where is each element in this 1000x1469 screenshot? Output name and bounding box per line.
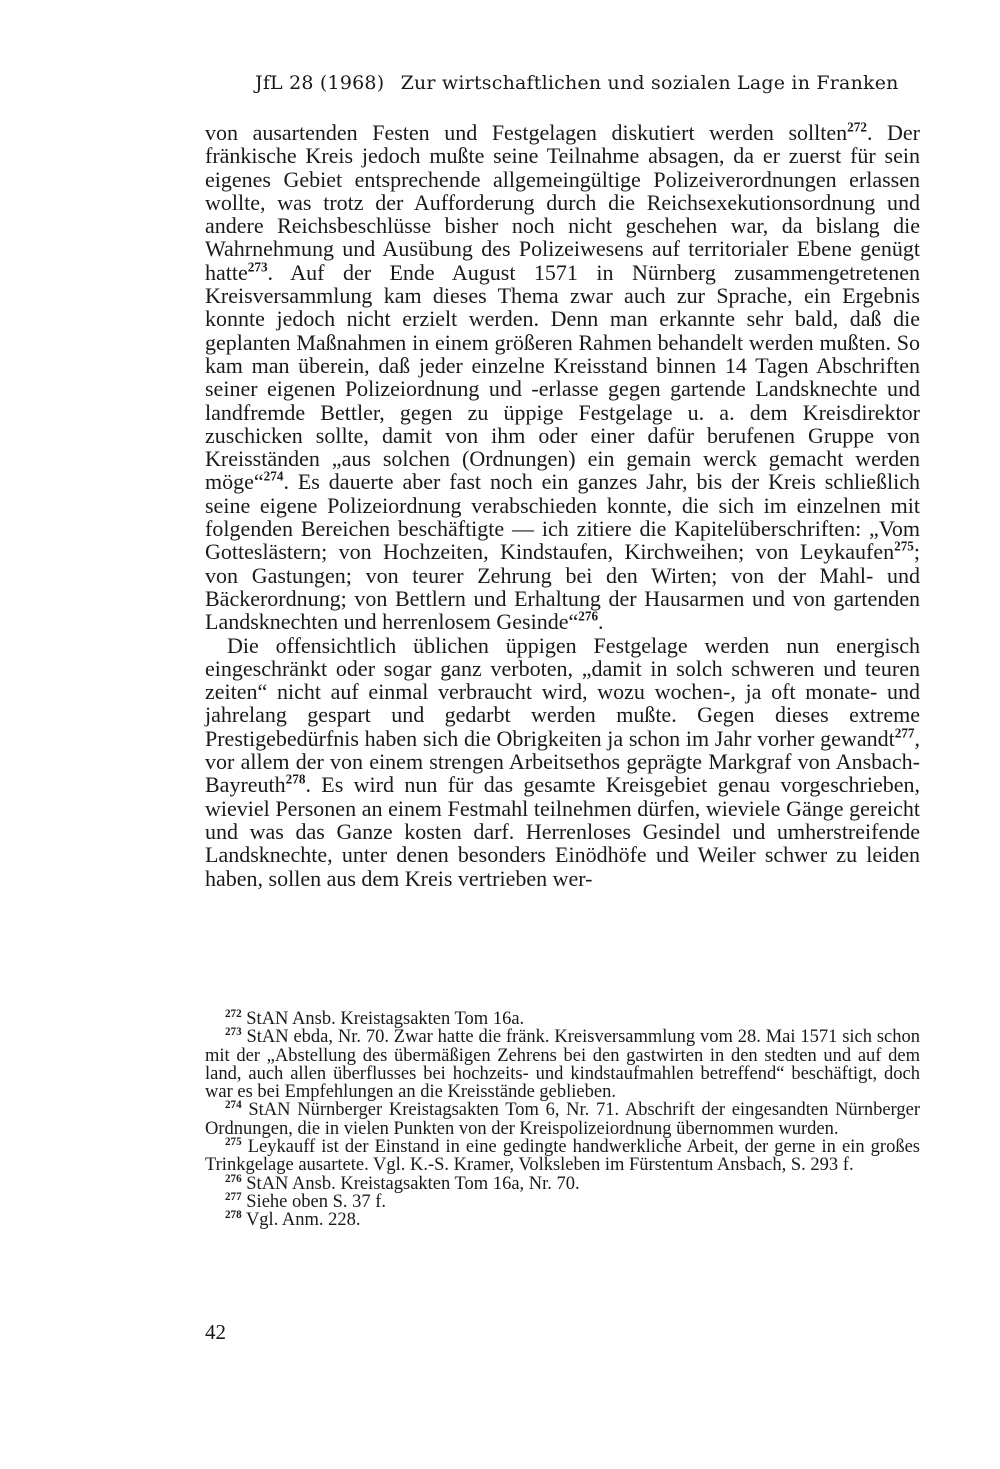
footnote: [205, 1028, 920, 1101]
footnote-text: StAN Nürnberger Kreistagsakten Tom 6, Nr. 71. Abschrift der eingesandten Nürnberger Ordnungen, die in vielen Punkten von der Kreispolizeiordnung übernommen wurden.: [205, 1100, 921, 1139]
footnote-number: 274: [225, 1099, 242, 1112]
text-run: . Es dauerte aber fast noch ein ganzes Jahr, bis der Kreis schließlich seine eigene Polizeiordnung verabschieden konnte, die sich im einzelnen mit folgenden Bereichen beschäftigte — ich zitiere die Kapitelüberschriften: „Vom Gotteslästern; von Hochzeiten, Kindstaufen, Kirchweihen; von Leykaufen: [205, 469, 920, 565]
text-run: von ausartenden Festen und Festgelagen diskutiert werden sollten: [205, 120, 848, 145]
footnote-ref: 277: [894, 725, 915, 741]
footnote-number: 272: [225, 1007, 242, 1020]
footnote: [205, 1007, 920, 1029]
footnote-ref: 273: [247, 259, 268, 275]
paragraph-2: [205, 634, 920, 890]
text-run: , vor allem der von einem strengen Arbeitsethos geprägte Markgraf von Ansbach-Bayreuth: [205, 725, 920, 798]
footnote-text: StAN Ansb. Kreistagsakten Tom 16a.: [246, 1009, 525, 1029]
text-run: ; von Gastungen; von teurer Zehrung bei den Wirten; von der Mahl- und Bäckerordnung; von Bettlern und Erhaltung der Hausarmen und von gartenden Landsknechten und herrenlosem Gesinde“: [205, 539, 920, 635]
footnote-text: StAN Ansb. Kreistagsakten Tom 16a, Nr. 70.: [246, 1173, 580, 1194]
text-run: . Es wird nun für das gesamte Kreisgebiet genau vorgeschrieben, wieviel Personen an einem Festmahl teilnehmen dürfen, wieviele Gänge gereicht und was das Ganze kosten darf. Herrenloses Gesindel und umherstreifende Landsknechte, unter denen besonders Einödhöfe und Weiler schwer zu leiden haben, sollen aus dem Kreis vertrieben wer-: [205, 772, 920, 891]
journal-reference: JfL 28 (1968): [255, 72, 385, 94]
footnotes: [205, 1007, 921, 1231]
footnote: [205, 1135, 920, 1176]
footnote-text: Siehe oben S. 37 f.: [246, 1191, 387, 1212]
running-title: Zur wirtschaftlichen und sozialen Lage in Franken: [400, 72, 899, 94]
footnote-text: StAN ebda, Nr. 70. Zwar hatte die fränk. Kreisversammlung vom 28. Mai 1571 sich schon mit der „Abstellung des übermäßigen Zehrens bei den gastwirten in den stedten und auf dem land, auch allen überflusses bei hochzeits- und kindstaufmahlen betreffend“ beschäftigt, doch war es bei Empfehlungen an die Kreisstände geblieben.: [205, 1027, 920, 1103]
footnote: [205, 1211, 920, 1229]
text-run: Die offensichtlich üblichen üppigen Festgelage werden nun energisch eingeschränkt oder sogar ganz verboten, „damit in solch schweren und teuren zeiten“ nicht auf einmal verbraucht wird, wozu wochen-, ja oft monate- und jahrelang gespart und gedarbt werden mußte. Gegen dieses extreme Prestigebedürfnis haben sich die Obrigkeiten ja schon im Jahr vorher gewandt: [205, 632, 920, 751]
footnote-text: Vgl. Anm. 228.: [245, 1210, 361, 1231]
footnote-ref: 274: [263, 469, 284, 485]
footnote-text: Leykauff ist der Einstand in eine gedingte handwerkliche Arbeit, der gerne in ein großes Trinkgelage ausartete. Vgl. K.-S. Kramer, Volksleben im Fürstentum Ansbach, S. 293 f.: [205, 1137, 920, 1176]
footnote: [205, 1190, 920, 1212]
footnote-ref: 272: [847, 119, 867, 135]
text-run: .: [598, 609, 604, 635]
page-number: 42: [205, 1320, 226, 1344]
running-head: [255, 70, 899, 96]
footnote-number: 278: [225, 1209, 242, 1222]
text-run: . Auf der Ende August 1571 in Nürnberg zusammengetretenen Kreisversammlung kam dieses Thema zwar auch zur Sprache, ein Ergebnis konnte jedoch nicht erzielt werden. Denn man erkannte sehr bald, daß die geplanten Maßnahmen in einem größeren Rahmen behandelt werden mußten. So kam man überein, daß jeder einzelne Kreisstand binnen 14 Tagen Abschriften seiner eigenen Polizeiordnung und -erlasse gegen gartende Landsknechte und landfremde Bettler, gegen zu üppige Festgelage u. a. dem Kreisdirektor zuschicken sollte, damit von ihm oder einer dafür berufenen Gruppe von Kreisständen „aus solchen (Ordnungen) ein gemain werck gemacht werden möge“: [205, 259, 920, 495]
footnote-number: 273: [225, 1026, 242, 1039]
footnote-ref: 276: [578, 608, 599, 624]
footnote-number: 276: [225, 1172, 242, 1185]
footnote-number: 275: [225, 1135, 242, 1148]
footnote-ref: 275: [894, 539, 914, 555]
text-run: . Der fränkische Kreis jedoch mußte seine Teilnahme absagen, da er zuerst für sein eigenes Gebiet entsprechende allgemeingültige Polizeiverordnungen erlassen wollte, was trotz der Aufforderung durch die Reichsexekutionsordnung und andere Reichsbeschlüsse bisher noch nicht geschehen war, da bislang die Wahrnehmung und Ausübung des Polizeiwesens auf territorialer Ebene genügt hatte: [205, 120, 920, 285]
footnote: [205, 1101, 920, 1138]
footnote-number: 277: [225, 1190, 242, 1203]
main-text: [205, 121, 920, 890]
footnote-ref: 278: [285, 771, 306, 787]
footnote: [205, 1172, 920, 1194]
paragraph-1: [205, 121, 920, 634]
